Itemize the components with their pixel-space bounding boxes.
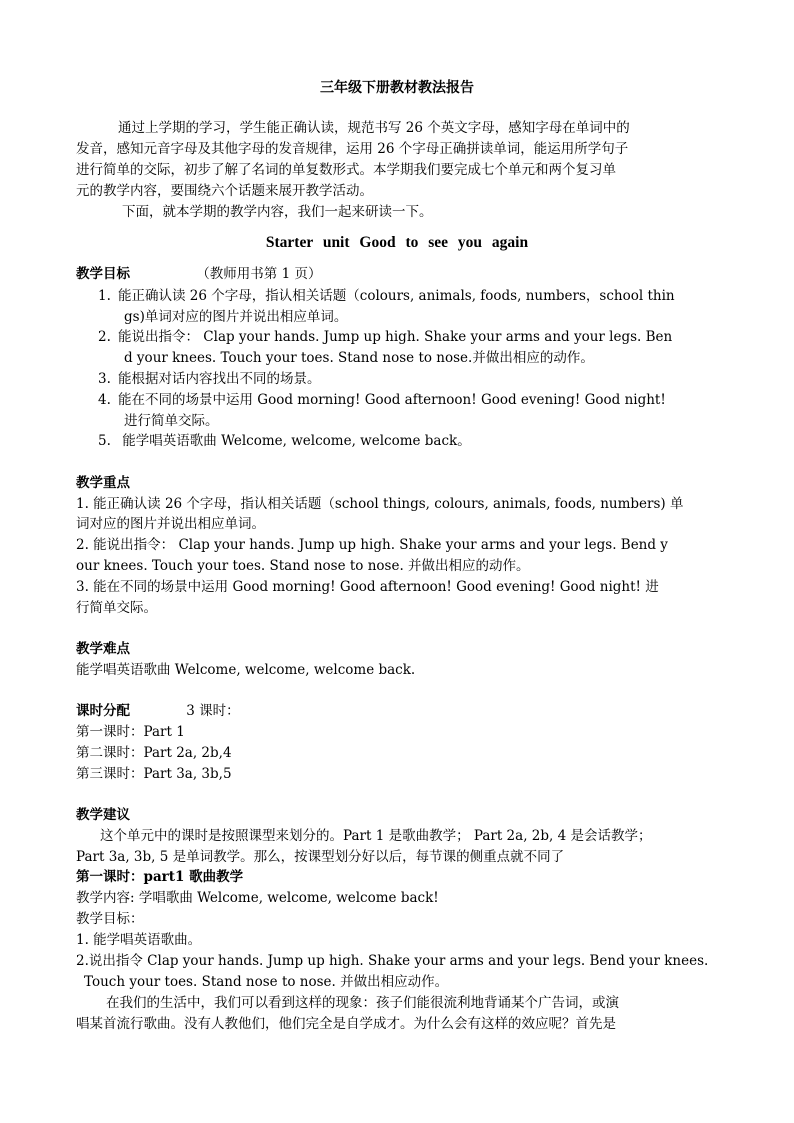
schedule-heading: 课时分配 bbox=[76, 703, 130, 719]
lesson1-content: 教学内容: 学唱歌曲 Welcome, welcome, welcome back! bbox=[76, 890, 439, 906]
key-point-line-5: 3. 能在不同的场景中运用 Good morning! Good afternoon! Good evening! Good night! 进 bbox=[76, 579, 659, 595]
difficulty-line: 能学唱英语歌曲 Welcome, welcome, welcome back. bbox=[76, 662, 416, 678]
schedule-line-1: 第一课时：Part 1 bbox=[76, 724, 185, 740]
goal-item-1-cont: gs)单词对应的图片并说出相应单词。 bbox=[124, 309, 348, 325]
goal-item-4-cont: 进行简单交际。 bbox=[124, 413, 219, 429]
lesson1-paragraph-line-2: 唱某首流行歌曲。没有人教他们，他们完全是自学成才。为什么会有这样的效应呢？首先是 bbox=[76, 1016, 616, 1032]
lesson1-paragraph-line-1: 在我们的生活中，我们可以看到这样的现象：孩子们能很流利地背诵某个广告词，或演 bbox=[106, 995, 619, 1011]
lesson1-goal-1: 1. 能学唱英语歌曲。 bbox=[76, 932, 202, 948]
goals-heading: 教学目标 bbox=[76, 266, 130, 282]
key-points-heading: 教学重点 bbox=[76, 475, 130, 491]
goal-item-2-cont: d your knees. Touch your toes. Stand nose to nose.并做出相应的动作。 bbox=[124, 350, 594, 366]
lesson1-goal-2: 2.说出指令 Clap your hands. Jump up high. Shake your arms and your legs. Bend your knees. bbox=[76, 953, 709, 969]
suggestion-line-1: 这个单元中的课时是按照课型来划分的。Part 1 是歌曲教学； Part 2a, 2b, 4 是会话教学； bbox=[100, 828, 652, 844]
schedule-line-2: 第二课时：Part 2a, 2b,4 bbox=[76, 745, 232, 761]
suggestion-heading: 教学建议 bbox=[76, 807, 130, 823]
schedule-count: 3 课时： bbox=[186, 703, 240, 719]
intro-line-4: 元的教学内容，要围绕六个话题来展开教学活动。 bbox=[76, 183, 373, 199]
difficulty-heading: 教学难点 bbox=[76, 641, 130, 657]
goal-item-5: 5. 能学唱英语歌曲 Welcome, welcome, welcome back。 bbox=[98, 433, 471, 449]
lesson1-goal-2-cont: Touch your toes. Stand nose to nose. 并做出相应动作。 bbox=[84, 974, 449, 990]
key-point-line-1: 1. 能正确认读 26 个字母，指认相关话题（school things, colours, animals, foods, numbers) 单 bbox=[76, 496, 684, 512]
intro-line-2: 发音，感知元音字母及其他字母的发音规律，运用 26 个字母正确拼读单词，能运用所学句子 bbox=[76, 141, 629, 157]
goal-item-4: 4. 能在不同的场景中运用 Good morning! Good afternoon! Good evening! Good night! bbox=[98, 392, 666, 408]
intro-line-1: 通过上学期的学习，学生能正确认读，规范书写 26 个英文字母，感知字母在单词中的 bbox=[118, 120, 630, 136]
key-point-line-4: our knees. Touch your toes. Stand nose to nose. 并做出相应的动作。 bbox=[76, 558, 530, 574]
lesson1-heading: 第一课时：part1 歌曲教学 bbox=[76, 869, 244, 885]
goal-item-1: 1. 能正确认读 26 个字母，指认相关话题（colours, animals, foods, numbers，school thin bbox=[98, 288, 675, 304]
intro-line-5: 下面，就本学期的教学内容，我们一起来研读一下。 bbox=[122, 204, 433, 220]
schedule-header bbox=[76, 701, 240, 721]
key-point-line-3: 2. 能说出指令： Clap your hands. Jump up high. Shake your arms and your legs. Bend y bbox=[76, 537, 668, 553]
document-title: 三年级下册教材教法报告 bbox=[320, 80, 474, 96]
goals-reference: （教师用书第 1 页） bbox=[196, 266, 322, 282]
key-point-line-6: 行简单交际。 bbox=[76, 600, 157, 616]
goal-item-3: 3. 能根据对话内容找出不同的场景。 bbox=[98, 371, 321, 387]
schedule-line-3: 第三课时：Part 3a, 3b,5 bbox=[76, 766, 232, 782]
suggestion-line-2: Part 3a, 3b, 5 是单词教学。那么，按课型划分好以后，每节课的侧重点就不同了 bbox=[76, 849, 565, 865]
intro-line-3: 进行简单的交际，初步了解了名词的单复数形式。本学期我们要完成七个单元和两个复习单 bbox=[76, 162, 616, 178]
unit-title: Starter unit Good to see you again bbox=[265, 234, 529, 251]
lesson1-goals-label: 教学目标： bbox=[76, 911, 144, 927]
goals-header bbox=[76, 264, 321, 284]
goal-item-2: 2. 能说出指令： Clap your hands. Jump up high. Shake your arms and your legs. Ben bbox=[98, 329, 673, 345]
key-point-line-2: 词对应的图片并说出相应单词。 bbox=[76, 516, 265, 532]
